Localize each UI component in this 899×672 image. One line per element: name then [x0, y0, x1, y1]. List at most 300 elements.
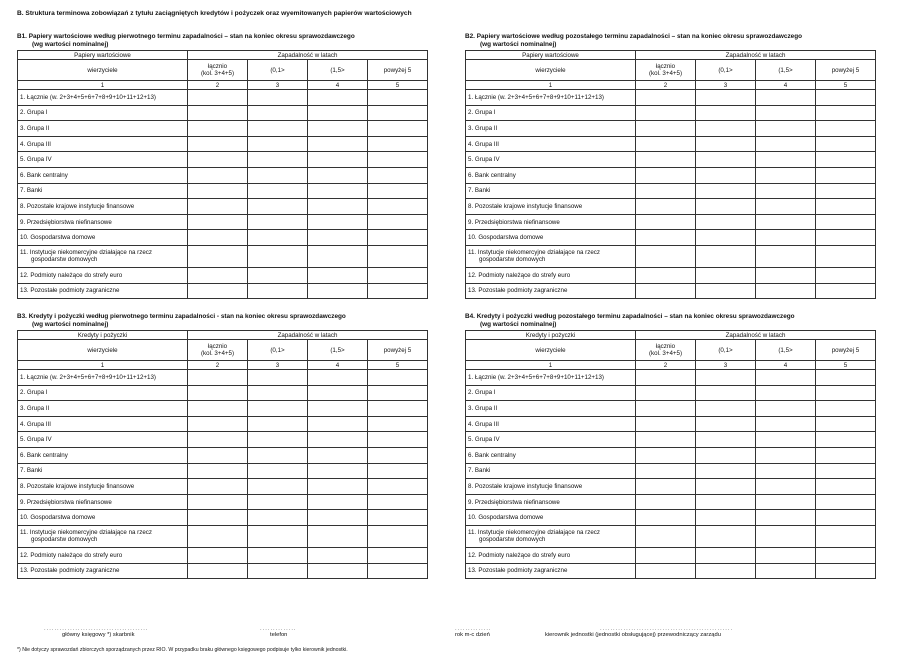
value-cell[interactable] [636, 105, 696, 121]
value-cell[interactable] [756, 370, 816, 386]
table-row [466, 494, 876, 510]
value-cell[interactable] [248, 136, 308, 152]
value-cell[interactable] [368, 199, 428, 215]
value-cell[interactable] [308, 401, 368, 417]
value-cell[interactable] [816, 199, 876, 215]
table-row [466, 199, 876, 215]
value-cell[interactable] [188, 385, 248, 401]
col-0-1-header: (0,1> [696, 340, 756, 361]
value-cell[interactable] [756, 105, 816, 121]
column-number: 5 [816, 81, 876, 90]
value-cell[interactable] [188, 479, 248, 495]
value-cell[interactable] [816, 547, 876, 563]
value-cell[interactable] [188, 167, 248, 183]
value-cell[interactable] [696, 479, 756, 495]
value-cell[interactable] [636, 479, 696, 495]
section-title-line2: (wg wartości nominalnej) [32, 320, 109, 328]
table-row [18, 199, 428, 215]
table-row [18, 230, 428, 246]
value-cell[interactable] [368, 494, 428, 510]
value-cell[interactable] [368, 525, 428, 547]
value-cell[interactable] [368, 183, 428, 199]
value-cell[interactable] [368, 283, 428, 299]
creditors-header: wierzyciele [18, 340, 188, 361]
value-cell[interactable] [188, 283, 248, 299]
value-cell[interactable] [756, 494, 816, 510]
value-cell[interactable] [756, 199, 816, 215]
table-row [466, 416, 876, 432]
row-label: 12. Podmioty należące do strefy euro [18, 547, 188, 563]
value-cell[interactable] [188, 563, 248, 579]
value-cell[interactable] [188, 416, 248, 432]
value-cell[interactable] [696, 121, 756, 137]
value-cell[interactable] [636, 199, 696, 215]
value-cell[interactable] [636, 214, 696, 230]
row-label: 9. Przedsiębiorstwa niefinansowe [466, 494, 636, 510]
value-cell[interactable] [308, 385, 368, 401]
column-number: 2 [188, 81, 248, 90]
phone-label: telefon [270, 632, 288, 638]
value-cell[interactable] [756, 447, 816, 463]
value-cell[interactable] [248, 121, 308, 137]
value-cell[interactable] [188, 90, 248, 106]
maturity-table [465, 330, 876, 579]
value-cell[interactable] [368, 230, 428, 246]
maturity-table [465, 50, 876, 299]
value-cell[interactable] [816, 416, 876, 432]
value-cell[interactable] [368, 245, 428, 267]
maturity-header: Zapadalność w latach [636, 331, 876, 340]
value-cell[interactable] [636, 510, 696, 526]
value-cell[interactable] [816, 152, 876, 168]
value-cell[interactable] [756, 479, 816, 495]
value-cell[interactable] [696, 245, 756, 267]
value-cell[interactable] [636, 563, 696, 579]
value-cell[interactable] [756, 136, 816, 152]
value-cell[interactable] [696, 136, 756, 152]
value-cell[interactable] [816, 385, 876, 401]
page-heading: B. Struktura terminowa zobowiązań z tytułu zaciągniętych kredytów i pożyczek oraz wyemitowanych papierów wartościowych [17, 10, 412, 17]
value-cell[interactable] [308, 283, 368, 299]
value-cell[interactable] [816, 121, 876, 137]
value-cell[interactable] [756, 90, 816, 106]
value-cell[interactable] [636, 432, 696, 448]
value-cell[interactable] [756, 547, 816, 563]
table-row [18, 136, 428, 152]
value-cell[interactable] [308, 479, 368, 495]
section-title [17, 33, 428, 50]
value-cell[interactable] [696, 510, 756, 526]
value-cell[interactable] [756, 416, 816, 432]
value-cell[interactable] [308, 563, 368, 579]
value-cell[interactable] [188, 105, 248, 121]
value-cell[interactable] [368, 385, 428, 401]
col-over-5-header: powyżej 5 [368, 60, 428, 81]
column-number: 5 [368, 81, 428, 90]
value-cell[interactable] [756, 121, 816, 137]
value-cell[interactable] [308, 370, 368, 386]
table-row [466, 385, 876, 401]
value-cell[interactable] [308, 167, 368, 183]
value-cell[interactable] [368, 463, 428, 479]
value-cell[interactable] [636, 370, 696, 386]
value-cell[interactable] [816, 90, 876, 106]
value-cell[interactable] [188, 121, 248, 137]
value-cell[interactable] [816, 432, 876, 448]
table-row [18, 245, 428, 267]
value-cell[interactable] [308, 230, 368, 246]
value-cell[interactable] [816, 494, 876, 510]
value-cell[interactable] [188, 230, 248, 246]
value-cell[interactable] [636, 152, 696, 168]
value-cell[interactable] [816, 167, 876, 183]
value-cell[interactable] [636, 90, 696, 106]
value-cell[interactable] [368, 167, 428, 183]
section-title [465, 33, 876, 50]
table-row [18, 214, 428, 230]
value-cell[interactable] [248, 199, 308, 215]
value-cell[interactable] [696, 214, 756, 230]
value-cell[interactable] [636, 283, 696, 299]
value-cell[interactable] [756, 463, 816, 479]
value-cell[interactable] [756, 230, 816, 246]
row-label: 11. Instytucje niekomercyjne działające na rzecz gospodarstw domowych [18, 525, 188, 547]
value-cell[interactable] [248, 283, 308, 299]
value-cell[interactable] [188, 401, 248, 417]
value-cell[interactable] [188, 447, 248, 463]
table-row [466, 267, 876, 283]
manager-dots: ................................................... [600, 626, 734, 632]
group-header: Kredyty i pożyczki [466, 331, 636, 340]
value-cell[interactable] [188, 525, 248, 547]
table-row [18, 447, 428, 463]
column-number: 5 [368, 361, 428, 370]
value-cell[interactable] [248, 463, 308, 479]
value-cell[interactable] [368, 447, 428, 463]
value-cell[interactable] [188, 510, 248, 526]
value-cell[interactable] [308, 510, 368, 526]
value-cell[interactable] [756, 432, 816, 448]
table-row [466, 283, 876, 299]
value-cell[interactable] [696, 90, 756, 106]
value-cell[interactable] [188, 214, 248, 230]
date-label: rok m-c dzień [455, 632, 490, 638]
value-cell[interactable] [188, 494, 248, 510]
value-cell[interactable] [696, 447, 756, 463]
value-cell[interactable] [248, 167, 308, 183]
value-cell[interactable] [188, 136, 248, 152]
value-cell[interactable] [636, 547, 696, 563]
value-cell[interactable] [696, 432, 756, 448]
row-label: 3. Grupa II [18, 401, 188, 417]
value-cell[interactable] [756, 214, 816, 230]
value-cell[interactable] [696, 385, 756, 401]
row-label: 5. Grupa IV [466, 152, 636, 168]
value-cell[interactable] [308, 547, 368, 563]
value-cell[interactable] [816, 563, 876, 579]
value-cell[interactable] [248, 385, 308, 401]
value-cell[interactable] [308, 447, 368, 463]
column-number: 1 [18, 81, 188, 90]
value-cell[interactable] [816, 283, 876, 299]
section-b4 [465, 313, 876, 579]
value-cell[interactable] [696, 463, 756, 479]
value-cell[interactable] [696, 494, 756, 510]
section-b1 [17, 33, 428, 299]
maturity-table [17, 50, 428, 299]
value-cell[interactable] [248, 214, 308, 230]
value-cell[interactable] [188, 267, 248, 283]
value-cell[interactable] [248, 510, 308, 526]
value-cell[interactable] [248, 494, 308, 510]
value-cell[interactable] [188, 183, 248, 199]
value-cell[interactable] [368, 547, 428, 563]
value-cell[interactable] [368, 152, 428, 168]
table-row [466, 167, 876, 183]
row-label: 3. Grupa II [18, 121, 188, 137]
row-label: 9. Przedsiębiorstwa niefinansowe [466, 214, 636, 230]
table-row [466, 447, 876, 463]
value-cell[interactable] [308, 121, 368, 137]
value-cell[interactable] [756, 385, 816, 401]
value-cell[interactable] [188, 547, 248, 563]
value-cell[interactable] [248, 416, 308, 432]
value-cell[interactable] [308, 105, 368, 121]
value-cell[interactable] [308, 90, 368, 106]
value-cell[interactable] [696, 401, 756, 417]
maturity-header: Zapadalność w latach [188, 51, 428, 60]
table-row [466, 105, 876, 121]
section-title-line1: B1. Papiery wartościowe według pierwotnego terminu zapadalności – stan na koniec okresu sprawozdawczego [17, 33, 355, 40]
row-label: 7. Banki [18, 463, 188, 479]
table-row [18, 370, 428, 386]
value-cell[interactable] [248, 90, 308, 106]
value-cell[interactable] [368, 370, 428, 386]
value-cell[interactable] [696, 105, 756, 121]
value-cell[interactable] [756, 183, 816, 199]
value-cell[interactable] [816, 267, 876, 283]
value-cell[interactable] [696, 283, 756, 299]
value-cell[interactable] [248, 447, 308, 463]
value-cell[interactable] [248, 152, 308, 168]
value-cell[interactable] [756, 525, 816, 547]
value-cell[interactable] [696, 267, 756, 283]
value-cell[interactable] [696, 547, 756, 563]
value-cell[interactable] [248, 479, 308, 495]
value-cell[interactable] [368, 510, 428, 526]
value-cell[interactable] [368, 214, 428, 230]
value-cell[interactable] [756, 563, 816, 579]
value-cell[interactable] [188, 245, 248, 267]
table-row [18, 283, 428, 299]
value-cell[interactable] [816, 479, 876, 495]
value-cell[interactable] [636, 494, 696, 510]
value-cell[interactable] [248, 230, 308, 246]
col-1-5-header: (1,5> [308, 340, 368, 361]
value-cell[interactable] [696, 183, 756, 199]
table-row [18, 167, 428, 183]
value-cell[interactable] [248, 401, 308, 417]
value-cell[interactable] [636, 245, 696, 267]
value-cell[interactable] [636, 416, 696, 432]
value-cell[interactable] [368, 401, 428, 417]
row-label: 12. Podmioty należące do strefy euro [466, 547, 636, 563]
signature-phone [260, 626, 297, 638]
value-cell[interactable] [308, 267, 368, 283]
table-row [466, 152, 876, 168]
group-header: Kredyty i pożyczki [18, 331, 188, 340]
table-row [18, 401, 428, 417]
value-cell[interactable] [248, 267, 308, 283]
value-cell[interactable] [696, 563, 756, 579]
value-cell[interactable] [696, 152, 756, 168]
table-row [466, 183, 876, 199]
row-label: 8. Pozostałe krajowe instytucje finansowe [466, 479, 636, 495]
value-cell[interactable] [368, 267, 428, 283]
row-label: 11. Instytucje niekomercyjne działające na rzecz gospodarstw domowych [18, 245, 188, 267]
value-cell[interactable] [308, 494, 368, 510]
value-cell[interactable] [248, 183, 308, 199]
value-cell[interactable] [816, 370, 876, 386]
row-label: 2. Grupa I [466, 385, 636, 401]
value-cell[interactable] [816, 214, 876, 230]
value-cell[interactable] [756, 401, 816, 417]
value-cell[interactable] [816, 401, 876, 417]
section-title [465, 313, 876, 330]
value-cell[interactable] [308, 525, 368, 547]
value-cell[interactable] [188, 370, 248, 386]
value-cell[interactable] [756, 167, 816, 183]
value-cell[interactable] [368, 416, 428, 432]
table-row [18, 385, 428, 401]
value-cell[interactable] [368, 136, 428, 152]
value-cell[interactable] [248, 547, 308, 563]
col-1-5-header: (1,5> [756, 340, 816, 361]
maturity-table [17, 330, 428, 579]
value-cell[interactable] [308, 416, 368, 432]
row-label: 10. Gospodarstwa domowe [18, 230, 188, 246]
col-1-5-header: (1,5> [756, 60, 816, 81]
table-row [466, 479, 876, 495]
table-row [18, 90, 428, 106]
row-label: 1. Łącznie (w. 2+3+4+5+6+7+8+9+10+11+12+13) [18, 370, 188, 386]
value-cell[interactable] [368, 432, 428, 448]
value-cell[interactable] [636, 167, 696, 183]
value-cell[interactable] [248, 245, 308, 267]
value-cell[interactable] [636, 267, 696, 283]
value-cell[interactable] [308, 463, 368, 479]
group-header: Papiery wartościowe [466, 51, 636, 60]
value-cell[interactable] [756, 267, 816, 283]
value-cell[interactable] [308, 432, 368, 448]
value-cell[interactable] [816, 463, 876, 479]
value-cell[interactable] [636, 230, 696, 246]
row-label: 10. Gospodarstwa domowe [466, 230, 636, 246]
value-cell[interactable] [636, 121, 696, 137]
value-cell[interactable] [368, 563, 428, 579]
section-title-line2: (wg wartości nominalnej) [32, 40, 109, 48]
value-cell[interactable] [696, 525, 756, 547]
column-numbers-row [466, 361, 876, 370]
value-cell[interactable] [248, 370, 308, 386]
value-cell[interactable] [188, 463, 248, 479]
value-cell[interactable] [816, 447, 876, 463]
value-cell[interactable] [308, 199, 368, 215]
value-cell[interactable] [816, 525, 876, 547]
column-number: 1 [466, 81, 636, 90]
row-label: 10. Gospodarstwa domowe [466, 510, 636, 526]
table-row [466, 401, 876, 417]
value-cell[interactable] [308, 245, 368, 267]
value-cell[interactable] [636, 385, 696, 401]
value-cell[interactable] [188, 152, 248, 168]
table-row [18, 183, 428, 199]
column-number: 1 [18, 361, 188, 370]
table-row [18, 416, 428, 432]
value-cell[interactable] [368, 90, 428, 106]
value-cell[interactable] [248, 105, 308, 121]
creditors-header: wierzyciele [466, 340, 636, 361]
value-cell[interactable] [248, 432, 308, 448]
value-cell[interactable] [756, 152, 816, 168]
row-label: 2. Grupa I [466, 105, 636, 121]
value-cell[interactable] [636, 183, 696, 199]
column-number: 3 [696, 81, 756, 90]
value-cell[interactable] [696, 167, 756, 183]
value-cell[interactable] [696, 230, 756, 246]
value-cell[interactable] [756, 245, 816, 267]
row-label: 11. Instytucje niekomercyjne działające na rzecz gospodarstw domowych [466, 525, 636, 547]
column-number: 4 [308, 361, 368, 370]
total-header: łącznio (kol. 3+4+5) [636, 60, 696, 81]
value-cell[interactable] [636, 401, 696, 417]
value-cell[interactable] [696, 416, 756, 432]
value-cell[interactable] [188, 199, 248, 215]
value-cell[interactable] [308, 136, 368, 152]
value-cell[interactable] [816, 105, 876, 121]
table-row [466, 547, 876, 563]
value-cell[interactable] [368, 121, 428, 137]
row-label: 7. Banki [18, 183, 188, 199]
value-cell[interactable] [636, 136, 696, 152]
column-number: 2 [188, 361, 248, 370]
value-cell[interactable] [248, 563, 308, 579]
value-cell[interactable] [816, 230, 876, 246]
value-cell[interactable] [308, 183, 368, 199]
value-cell[interactable] [308, 214, 368, 230]
value-cell[interactable] [368, 479, 428, 495]
value-cell[interactable] [816, 510, 876, 526]
table-row [18, 479, 428, 495]
value-cell[interactable] [696, 199, 756, 215]
value-cell[interactable] [816, 136, 876, 152]
value-cell[interactable] [696, 370, 756, 386]
value-cell[interactable] [756, 283, 816, 299]
value-cell[interactable] [308, 152, 368, 168]
value-cell[interactable] [636, 463, 696, 479]
value-cell[interactable] [188, 432, 248, 448]
value-cell[interactable] [636, 525, 696, 547]
value-cell[interactable] [248, 525, 308, 547]
value-cell[interactable] [636, 447, 696, 463]
row-label: 12. Podmioty należące do strefy euro [466, 267, 636, 283]
table-row [466, 214, 876, 230]
value-cell[interactable] [368, 105, 428, 121]
value-cell[interactable] [816, 183, 876, 199]
value-cell[interactable] [756, 510, 816, 526]
row-label: 7. Banki [466, 463, 636, 479]
value-cell[interactable] [816, 245, 876, 267]
